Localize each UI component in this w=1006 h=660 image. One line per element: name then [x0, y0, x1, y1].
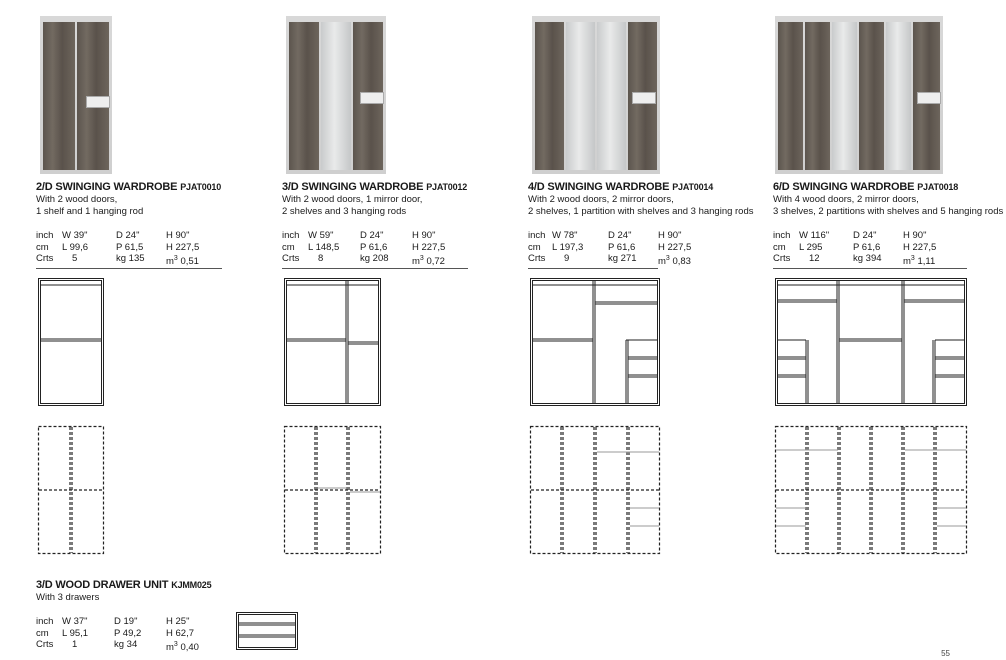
spec-length: L 99,6: [62, 241, 89, 253]
product-description: [282, 194, 422, 218]
description-line: With 3 drawers: [36, 592, 100, 603]
product-name: 3/D SWINGING WARDROBE: [282, 181, 424, 193]
product-name: 2/D SWINGING WARDROBE: [36, 181, 178, 193]
spec-depth-cm: P 61,5: [116, 241, 144, 253]
page-number: 55: [941, 649, 950, 658]
spec-crates: 8: [318, 253, 324, 264]
spec-volume: $m^3$ 0,72: [412, 255, 445, 268]
product-title: [528, 181, 713, 193]
spec-volume: $m^3$ 1,11: [903, 255, 936, 268]
spec-label: cm: [773, 241, 786, 253]
spec-width: W 116": [799, 230, 830, 241]
spec-label: cm: [36, 627, 49, 639]
spec-height-cm: H 227,5: [166, 241, 200, 253]
spec-height-cm: H 227,5: [412, 241, 446, 253]
spec-height: H 90": [903, 230, 927, 241]
spec-depth-cm: P 61,6: [360, 241, 388, 253]
product-code: PJAT0010: [180, 182, 222, 192]
divider: [773, 268, 967, 269]
spec-depth: D 24": [853, 230, 877, 241]
spec-depth-cm: P 49,2: [114, 627, 142, 639]
wardrobe-3d-interior-diagram: [284, 278, 381, 406]
description-line: 2 shelves and 3 hanging rods: [282, 206, 407, 217]
description-line: 1 shelf and 1 hanging rod: [36, 206, 144, 217]
spec-height: H 25": [166, 616, 190, 627]
spec-label: Crts: [36, 253, 54, 264]
spec-label: Crts: [528, 253, 546, 264]
wardrobe-2d-front-diagram: [38, 426, 104, 554]
spec-weight: kg 208: [360, 253, 389, 264]
spec-height-cm: H 227,5: [903, 241, 937, 253]
description-line: 2 shelves, 1 partition with shelves and 3 hanging rods: [528, 206, 754, 217]
spec-volume: $m^3$ 0,83: [658, 255, 691, 268]
spec-table: [36, 230, 236, 266]
wardrobe-4d-front-diagram: [530, 426, 660, 554]
wardrobe-2d-interior-diagram: [38, 278, 104, 406]
spec-weight: kg 135: [116, 253, 145, 264]
spec-width: W 39": [62, 230, 88, 241]
spec-weight: kg 271: [608, 253, 637, 264]
spec-weight: kg 34: [114, 639, 138, 650]
spec-volume: $m^3$ 0,40: [166, 641, 199, 654]
product-title: [773, 181, 958, 193]
spec-depth: D 24": [608, 230, 632, 241]
product-code: KJMM025: [171, 580, 212, 590]
spec-crates: 1: [72, 639, 78, 650]
spec-label: inch: [773, 230, 791, 241]
spec-label: inch: [282, 230, 300, 241]
wardrobe-3d-front-diagram: [284, 426, 381, 554]
product-code: PJAT0018: [917, 182, 959, 192]
spec-weight: kg 394: [853, 253, 882, 264]
product-description: [36, 194, 143, 218]
description-line: 3 shelves, 2 partitions with shelves and 5 hanging rods: [773, 206, 1004, 217]
wardrobe-2d-photo: [40, 16, 112, 174]
spec-width: W 78": [552, 230, 578, 241]
product-title: [36, 181, 221, 193]
description-line: With 2 wood doors,: [36, 194, 118, 205]
spec-length: L 148,5: [308, 241, 340, 253]
spec-length: L 197,3: [552, 241, 584, 253]
spec-depth: D 19": [114, 616, 138, 627]
spec-crates: 9: [564, 253, 570, 264]
spec-length: L 95,1: [62, 627, 89, 639]
spec-height: H 90": [658, 230, 682, 241]
description-line: With 2 wood doors, 1 mirror door,: [282, 194, 423, 205]
product-description: [36, 592, 99, 604]
product-name: 6/D SWINGING WARDROBE: [773, 181, 915, 193]
wardrobe-6d-interior-diagram: [775, 278, 967, 406]
spec-depth-cm: P 61,6: [853, 241, 881, 253]
spec-width: W 37": [62, 616, 88, 627]
spec-height: H 90": [166, 230, 190, 241]
spec-label: inch: [36, 616, 54, 627]
product-name: 3/D WOOD DRAWER UNIT: [36, 579, 169, 591]
spec-table: [528, 230, 728, 266]
product-name: 4/D SWINGING WARDROBE: [528, 181, 670, 193]
product-description: [773, 194, 1003, 218]
wardrobe-4d-interior-diagram: [530, 278, 660, 406]
product-description: [528, 194, 754, 218]
spec-depth-cm: P 61,6: [608, 241, 636, 253]
description-line: With 4 wood doors, 2 mirror doors,: [773, 194, 919, 205]
description-line: With 2 wood doors, 2 mirror doors,: [528, 194, 674, 205]
spec-volume: $m^3$ 0,51: [166, 255, 199, 268]
spec-crates: 5: [72, 253, 78, 264]
divider: [282, 268, 468, 269]
spec-label: cm: [282, 241, 295, 253]
spec-height-cm: H 227,5: [658, 241, 692, 253]
spec-table: [36, 616, 236, 652]
spec-height-cm: H 62,7: [166, 627, 194, 639]
spec-table: [282, 230, 482, 266]
spec-label: Crts: [773, 253, 791, 264]
product-title: [36, 579, 211, 591]
wardrobe-6d-photo: [775, 16, 943, 174]
spec-width: W 59": [308, 230, 334, 241]
spec-depth: D 24": [116, 230, 140, 241]
spec-label: inch: [36, 230, 54, 241]
spec-length: L 295: [799, 241, 823, 253]
wardrobe-6d-front-diagram: [775, 426, 967, 554]
spec-crates: 12: [809, 253, 820, 264]
product-title: [282, 181, 467, 193]
drawer-unit-diagram: [236, 612, 298, 650]
product-code: PJAT0014: [672, 182, 714, 192]
wardrobe-4d-photo: [532, 16, 660, 174]
spec-label: Crts: [282, 253, 300, 264]
spec-table: [773, 230, 973, 266]
wardrobe-3d-photo: [286, 16, 386, 174]
divider: [36, 268, 222, 269]
spec-label: inch: [528, 230, 546, 241]
spec-label: Crts: [36, 639, 54, 650]
divider: [528, 268, 658, 269]
spec-depth: D 24": [360, 230, 384, 241]
product-code: PJAT0012: [426, 182, 468, 192]
spec-height: H 90": [412, 230, 436, 241]
spec-label: cm: [528, 241, 541, 253]
spec-label: cm: [36, 241, 49, 253]
